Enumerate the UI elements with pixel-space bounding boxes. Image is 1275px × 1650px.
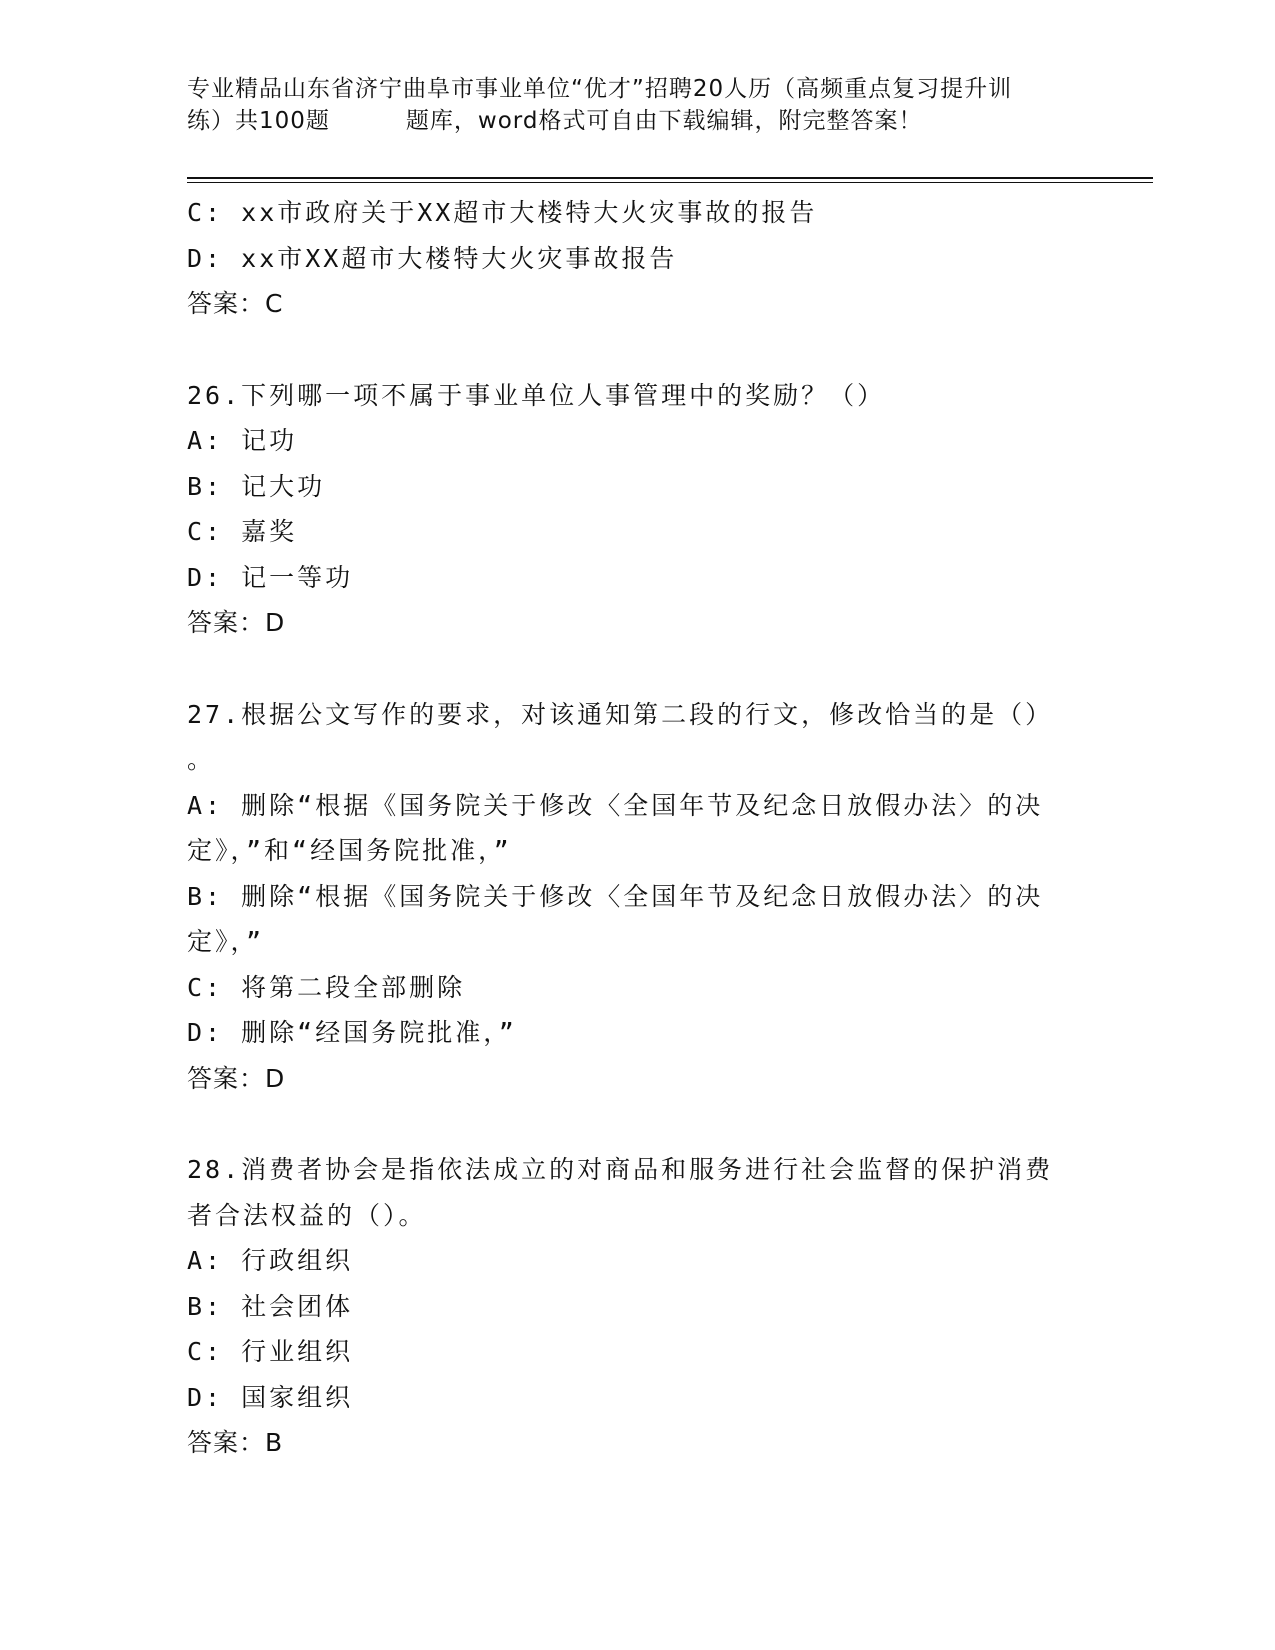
header-line-1: 专业精品山东省济宁曲阜市事业单位“优才”招聘20人历（高频重点复习提升训: [187, 76, 1013, 102]
option-line: C: 嘉奖: [187, 517, 298, 546]
question-27: [187, 692, 1087, 1102]
option-line: A: 删除“根据《国务院关于修改〈全国年节及纪念日放假办法〉的决: [187, 790, 1044, 820]
question-26: [187, 373, 1087, 646]
continued-question: [187, 190, 1087, 327]
option-line: A: 行政组织: [187, 1246, 354, 1275]
question-stem: 。: [187, 745, 216, 774]
question-stem: 28.消费者协会是指依法成立的对商品和服务进行社会监督的保护消费: [187, 1155, 1054, 1184]
option-line: D: 删除“经国务院批准，”: [187, 1018, 517, 1047]
answer-line: 答案：D: [187, 608, 286, 637]
header-rule-thin: [187, 182, 1153, 183]
header-line-2: [187, 105, 1077, 137]
question-stem: 27.根据公文写作的要求，对该通知第二段的行文，修改恰当的是（）: [187, 699, 1054, 729]
option-line: D: 记一等功: [187, 562, 354, 592]
header-line-2-right: 题库，word格式可自由下载编辑，附完整答案！: [405, 108, 923, 134]
document-header: [187, 73, 1077, 137]
option-line: D: xx市XX超市大楼特大火灾事故报告: [187, 243, 678, 273]
option-line: 定》，”: [187, 927, 265, 956]
option-line: B: 删除“根据《国务院关于修改〈全国年节及纪念日放假办法〉的决: [187, 881, 1044, 911]
answer-line: 答案：D: [187, 1063, 286, 1093]
option-line: A: 记功: [187, 426, 298, 455]
option-line: C: 将第二段全部删除: [187, 972, 466, 1002]
question-28: [187, 1147, 1087, 1466]
answer-line: 答案：B: [187, 1428, 284, 1457]
question-stem: 26.下列哪一项不属于事业单位人事管理中的奖励？（）: [187, 380, 886, 410]
option-line: D: 国家组织: [187, 1382, 354, 1412]
header-rule-thick: [187, 177, 1153, 179]
question-stem: 者合法权益的（）。: [187, 1200, 427, 1230]
option-line: 定》，”和“经国务院批准，”: [187, 836, 512, 865]
question-list: [187, 190, 1087, 1466]
header-line-2-left: 练）共100题: [187, 108, 330, 134]
answer-line: 答案：C: [187, 289, 284, 318]
option-line: C: xx市政府关于XX超市大楼特大火灾事故的报告: [187, 198, 818, 227]
option-line: C: 行业组织: [187, 1337, 354, 1366]
option-line: B: 记大功: [187, 471, 326, 501]
option-line: B: 社会团体: [187, 1291, 354, 1321]
